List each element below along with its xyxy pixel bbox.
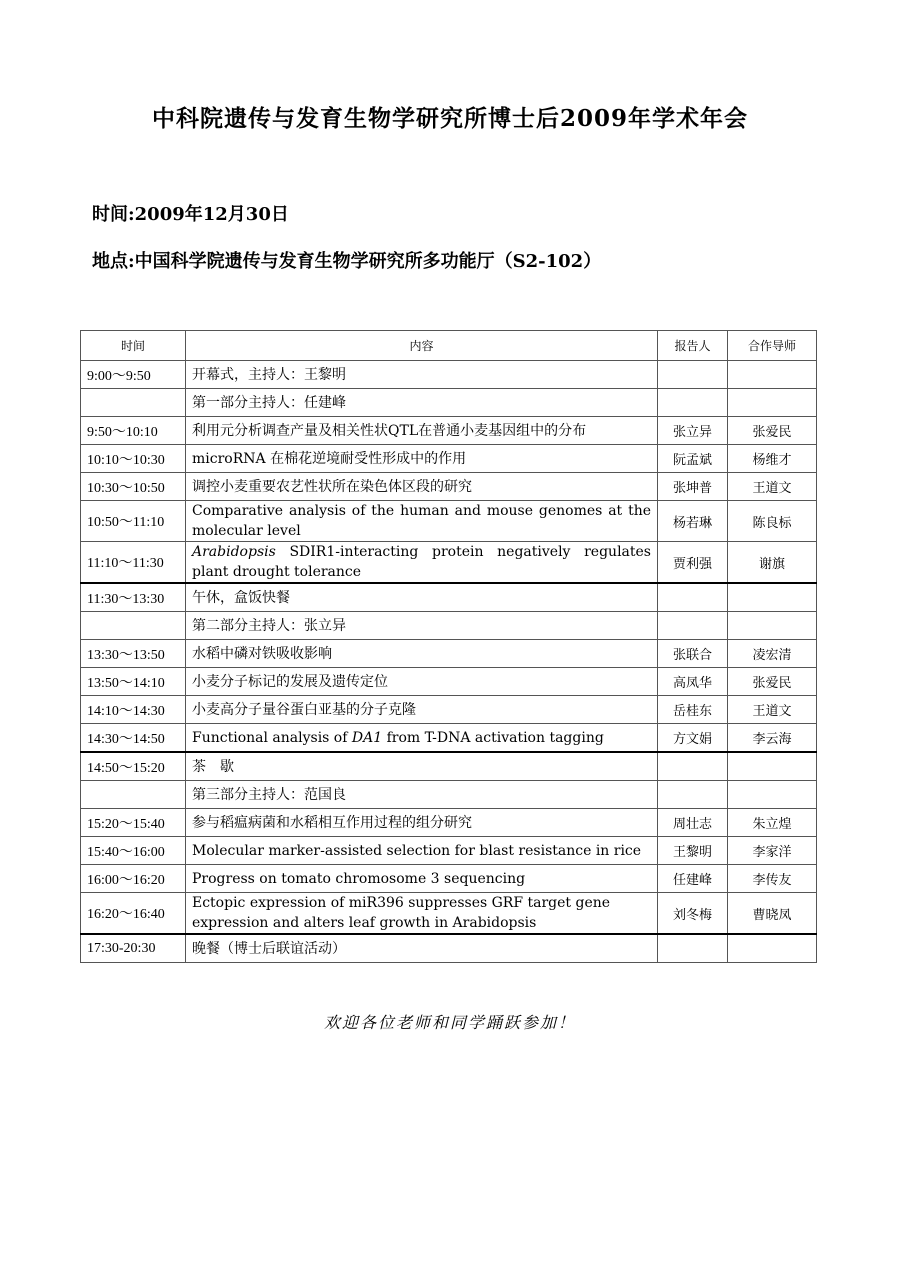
table-row (81, 865, 817, 893)
row-time: 14:30～14:50 (81, 724, 186, 753)
row-reporter (658, 583, 728, 612)
table-row (81, 583, 817, 612)
row-content: 水稻中磷对铁吸收影响 (186, 640, 658, 668)
row-supervisor (728, 612, 817, 640)
row-reporter (658, 781, 728, 809)
row-time: 13:50～14:10 (81, 668, 186, 696)
row-content: 茶 歇 (186, 752, 658, 781)
row-supervisor: 凌宏清 (728, 640, 817, 668)
species-name: Arabidopsis (192, 544, 276, 560)
row-supervisor (728, 361, 817, 389)
row-content: 晚餐（博士后联谊活动） (186, 934, 658, 963)
row-time: 15:20～15:40 (81, 809, 186, 837)
table-row (81, 640, 817, 668)
row-content: 利用元分析调查产量及相关性状QTL在普通小麦基因组中的分布 (186, 417, 658, 445)
row-time: 9:50～10:10 (81, 417, 186, 445)
row-content: Progress on tomato chromosome 3 sequencing (186, 865, 658, 893)
table-row (81, 361, 817, 389)
row-reporter (658, 934, 728, 963)
row-content: microRNA 在棉花逆境耐受性形成中的作用 (186, 445, 658, 473)
header-time: 时间 (81, 331, 186, 361)
row-time (81, 389, 186, 417)
row-reporter (658, 752, 728, 781)
row-content: 第二部分主持人：张立异 (186, 612, 658, 640)
event-location: 地点:中国科学院遗传与发育生物学研究所多功能厅（S2-102） (92, 251, 602, 272)
row-reporter: 张联合 (658, 640, 728, 668)
table-row (81, 696, 817, 724)
row-time: 11:30～13:30 (81, 583, 186, 612)
row-content: Ectopic expression of miR396 suppresses GRF target gene expression and alters leaf growth in Arabidopsis (186, 893, 658, 935)
row-reporter (658, 389, 728, 417)
table-row (81, 809, 817, 837)
row-supervisor (728, 583, 817, 612)
row-time: 10:50～11:10 (81, 501, 186, 542)
row-supervisor: 王道文 (728, 696, 817, 724)
row-supervisor: 李家洋 (728, 837, 817, 865)
row-reporter: 张立异 (658, 417, 728, 445)
schedule-table (80, 330, 817, 963)
row-reporter: 贾利强 (658, 542, 728, 584)
table-row (81, 837, 817, 865)
row-content: Comparative analysis of the human and mouse genomes at the molecular level (186, 501, 658, 542)
row-supervisor: 朱立煌 (728, 809, 817, 837)
row-content: 调控小麦重要农艺性状所在染色体区段的研究 (186, 473, 658, 501)
row-reporter: 周壮志 (658, 809, 728, 837)
row-time: 14:10～14:30 (81, 696, 186, 724)
row-supervisor: 陈良标 (728, 501, 817, 542)
row-content-text: from T-DNA activation tagging (382, 729, 604, 746)
row-time: 15:40～16:00 (81, 837, 186, 865)
row-reporter: 刘冬梅 (658, 893, 728, 935)
row-content-text: SDIR1-interacting protein negatively regulates plant drought tolerance (192, 544, 651, 580)
row-content: 开幕式，主持人：王黎明 (186, 361, 658, 389)
page-title: 中科院遗传与发育生物学研究所博士后2009年学术年会 (151, 105, 748, 132)
gene-name: DA1 (351, 729, 383, 746)
row-time: 17:30-20:30 (81, 934, 186, 963)
row-supervisor (728, 781, 817, 809)
row-content: 午休，盒饭快餐 (186, 583, 658, 612)
row-time: 10:10～10:30 (81, 445, 186, 473)
row-content: 小麦分子标记的发展及遗传定位 (186, 668, 658, 696)
row-supervisor: 王道文 (728, 473, 817, 501)
row-content: 参与稻瘟病菌和水稻相互作用过程的组分研究 (186, 809, 658, 837)
row-time (81, 781, 186, 809)
row-time (81, 612, 186, 640)
row-supervisor: 李传友 (728, 865, 817, 893)
row-supervisor: 张爱民 (728, 668, 817, 696)
table-row (81, 612, 817, 640)
row-content: 小麦高分子量谷蛋白亚基的分子克隆 (186, 696, 658, 724)
row-supervisor: 杨维才 (728, 445, 817, 473)
table-row (81, 501, 817, 542)
row-time: 16:00～16:20 (81, 865, 186, 893)
row-time: 16:20～16:40 (81, 893, 186, 935)
row-supervisor (728, 934, 817, 963)
row-supervisor: 曹晓凤 (728, 893, 817, 935)
row-reporter: 张坤普 (658, 473, 728, 501)
row-supervisor: 张爱民 (728, 417, 817, 445)
header-supervisor: 合作导师 (728, 331, 817, 361)
table-row (81, 781, 817, 809)
table-row (81, 724, 817, 753)
row-reporter (658, 612, 728, 640)
table-row (81, 542, 817, 584)
row-supervisor: 李云海 (728, 724, 817, 753)
row-time: 13:30～13:50 (81, 640, 186, 668)
table-row (81, 893, 817, 935)
row-content (186, 542, 658, 584)
header-reporter: 报告人 (658, 331, 728, 361)
welcome-message: 欢迎各位老师和同学踊跃参加！ (323, 1013, 576, 1032)
row-supervisor (728, 389, 817, 417)
row-supervisor (728, 752, 817, 781)
table-row (81, 934, 817, 963)
table-row (81, 752, 817, 781)
row-reporter: 阮孟斌 (658, 445, 728, 473)
row-content: Molecular marker-assisted selection for blast resistance in rice (186, 837, 658, 865)
table-row (81, 389, 817, 417)
row-reporter: 岳桂东 (658, 696, 728, 724)
row-time: 10:30～10:50 (81, 473, 186, 501)
row-supervisor: 谢旗 (728, 542, 817, 584)
row-reporter: 高凤华 (658, 668, 728, 696)
row-content-prefix: Functional analysis of (192, 729, 352, 746)
row-reporter: 方文娟 (658, 724, 728, 753)
table-row (81, 417, 817, 445)
row-time: 9:00～9:50 (81, 361, 186, 389)
row-content: 第一部分主持人：任建峰 (186, 389, 658, 417)
row-reporter: 任建峰 (658, 865, 728, 893)
table-row (81, 445, 817, 473)
row-content (186, 724, 658, 753)
row-content: 第三部分主持人：范国良 (186, 781, 658, 809)
row-time: 14:50～15:20 (81, 752, 186, 781)
row-time: 11:10～11:30 (81, 542, 186, 584)
table-row (81, 473, 817, 501)
row-reporter: 王黎明 (658, 837, 728, 865)
event-time: 时间:2009年12月30日 (92, 204, 289, 225)
header-content: 内容 (186, 331, 658, 361)
table-row (81, 668, 817, 696)
row-reporter: 杨若琳 (658, 501, 728, 542)
row-reporter (658, 361, 728, 389)
